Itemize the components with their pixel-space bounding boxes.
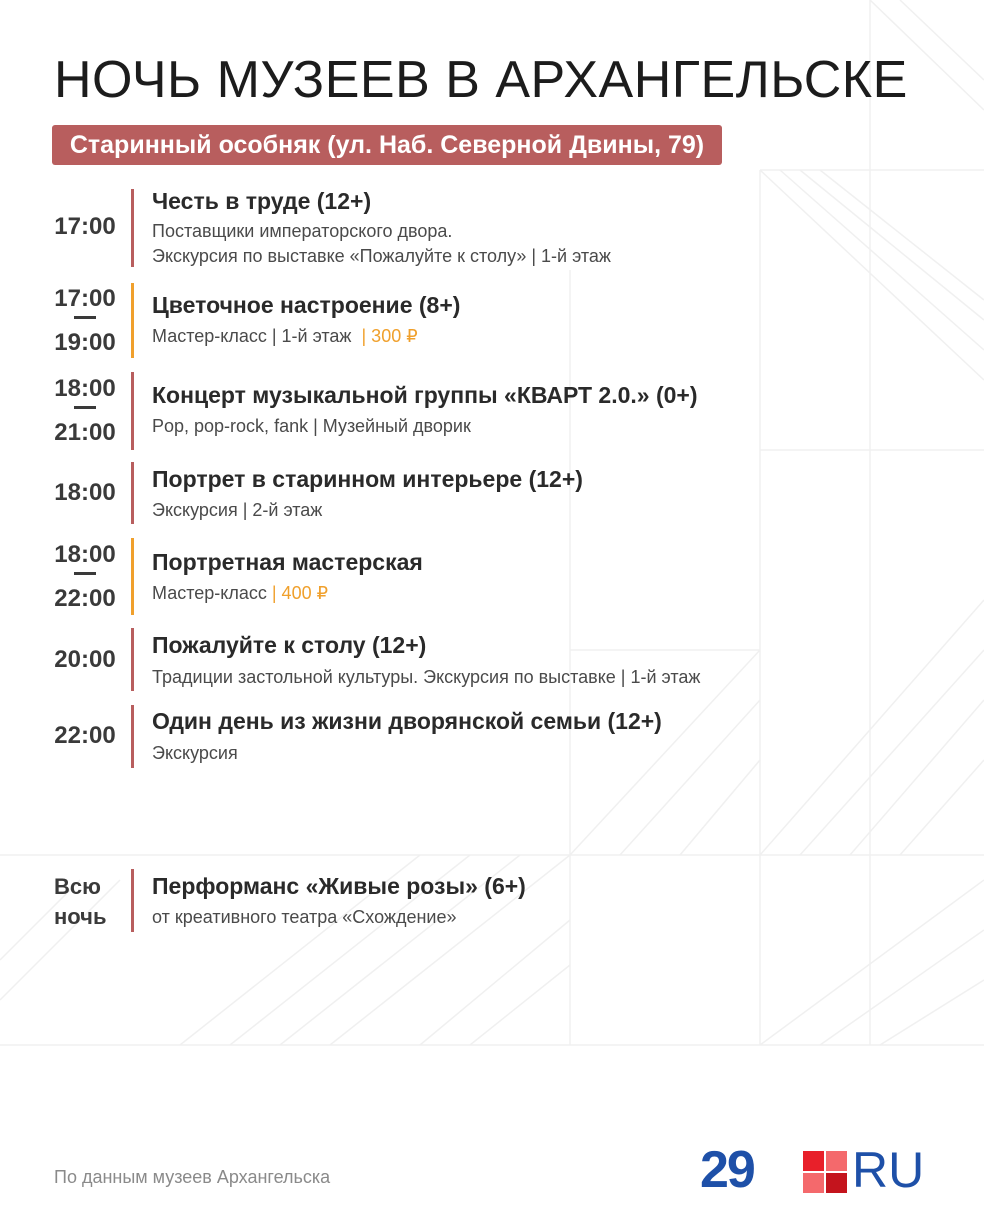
event-title: Портрет в старинном интерьере (12+) <box>152 466 583 492</box>
event-title: Перформанс «Живые розы» (6+) <box>152 873 526 899</box>
logo-squares-icon <box>803 1151 849 1193</box>
venue-banner: Старинный особняк (ул. Наб. Северной Двины, 79) <box>52 125 722 165</box>
event-price: | 300 ₽ <box>361 326 418 346</box>
event-time: 22:00 <box>54 722 116 749</box>
event-description: Экскурсия по выставке «Пожалуйте к столу» | 1-й этаж <box>152 246 611 266</box>
event-bar <box>131 189 134 267</box>
event-bar <box>131 538 134 615</box>
event-title: Пожалуйте к столу (12+) <box>152 632 427 658</box>
event-time: 18:00 <box>54 479 116 506</box>
event-description: Экскурсия <box>152 743 238 763</box>
event-time: 20:00 <box>54 646 116 673</box>
logo-number: 29 <box>700 1141 754 1199</box>
event-description: Pop, pop-rock, fank | Музейный дворик <box>152 416 471 436</box>
event-time-range: 18:00 21:00 <box>54 375 116 446</box>
event-bar <box>131 283 134 358</box>
event-bar <box>131 628 134 691</box>
event-time-all-night: Всю ночь <box>54 874 107 929</box>
event-title: Цветочное настроение (8+) <box>152 292 461 318</box>
event-title: Концерт музыкальной группы «КВАРТ 2.0.» (0+) <box>152 382 698 408</box>
event-description: Поставщики императорского двора. <box>152 221 453 241</box>
event-description: Традиции застольной культуры. Экскурсия по выставке | 1-й этаж <box>152 667 701 687</box>
event-time-range: 18:00 22:00 <box>54 541 116 612</box>
site-logo <box>700 1141 936 1199</box>
event-bar <box>131 869 134 932</box>
logo-suffix: RU <box>852 1142 925 1198</box>
event-bar <box>131 372 134 450</box>
page-title: НОЧЬ МУЗЕЕВ В АРХАНГЕЛЬСКЕ <box>54 51 908 109</box>
event-title: Честь в труде (12+) <box>152 188 372 214</box>
event-title: Один день из жизни дворянской семьи (12+) <box>152 708 662 734</box>
event-description: Экскурсия | 2-й этаж <box>152 500 323 520</box>
source-note: По данным музеев Архангельска <box>54 1167 331 1187</box>
event-price: | 400 ₽ <box>271 583 329 603</box>
event-description: от креативного театра «Схождение» <box>152 907 457 927</box>
event-time-range: 17:00 19:00 <box>54 285 116 356</box>
event-title: Портретная мастерская <box>152 549 423 575</box>
event-bar <box>131 462 134 524</box>
event-time: 17:00 <box>54 213 116 240</box>
event-bar <box>131 705 134 768</box>
event-description: Мастер-класс | 400 ₽ <box>152 583 329 603</box>
event-description: Мастер-класс | 1-й этаж | 300 ₽ <box>152 326 418 346</box>
